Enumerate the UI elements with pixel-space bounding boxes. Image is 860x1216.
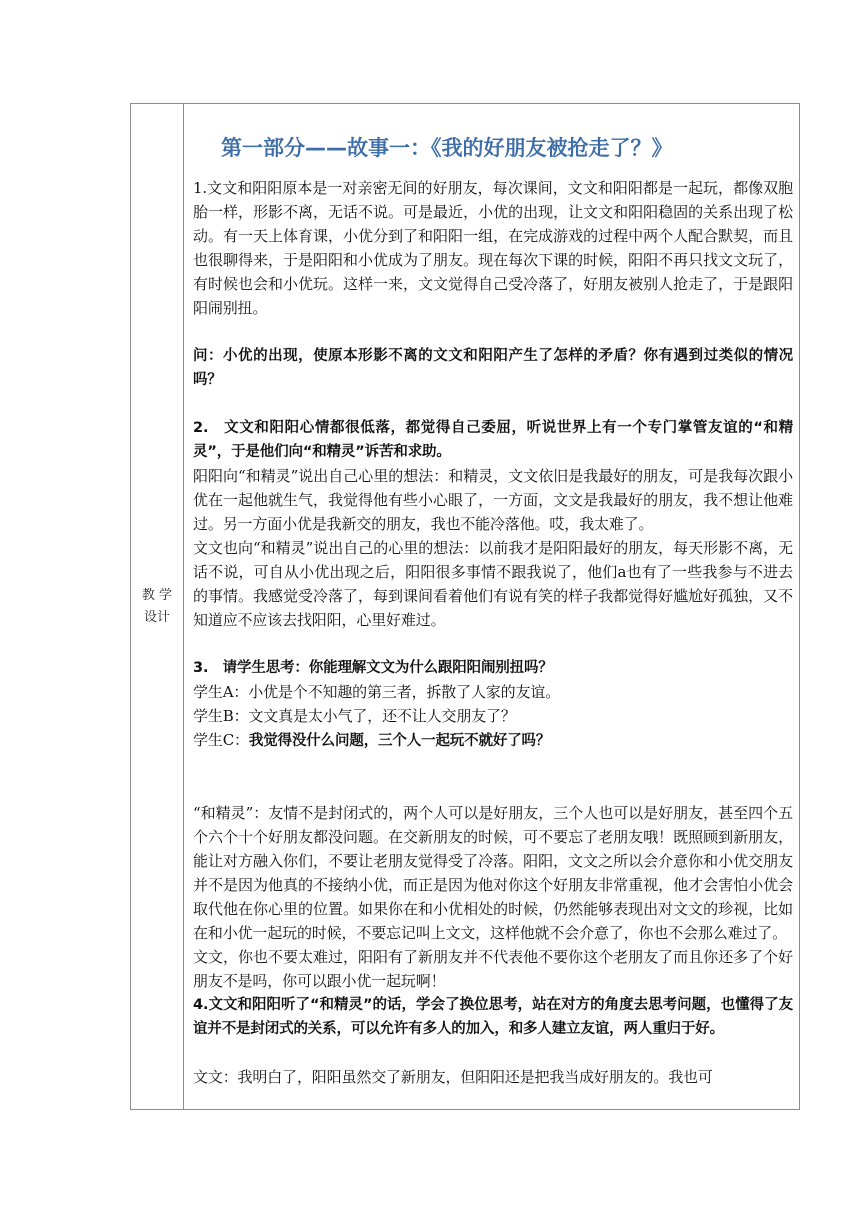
thinking-prompt: 3. 请学生思考：你能理解文文为什么跟阳阳闹别扭吗？ — [193, 660, 553, 676]
student-a-answer: 学生A：小优是个不知趣的第三者，拆散了人家的友谊。 — [193, 683, 561, 701]
question-1: 问：小优的出现，使原本形影不离的文文和阳阳产生了怎样的矛盾？你有遇到过类似的情况吗？ — [193, 348, 793, 388]
wenwen-thoughts: 文文也向“和精灵”说出自己的心里的想法：以前我才是阳阳最好的朋友，每天形影不离，无话不说，可自从小优出现之后，阳阳很多事情不跟我说了，他们a也有了一些我参与不进去的事情。我感觉受冷落了，每到课间看着他们有说有笑的样子我都觉得好尴尬好孤独，又不知道应不应该去找阳阳，心里好难过。 — [193, 539, 793, 629]
section-title: 第一部分——故事一：《我的好朋友被抢走了？》 — [221, 136, 673, 160]
story-paragraph-4: 4.文文和阳阳听了“和精灵”的话，学会了换位思考，站在对方的角度去思考问题，也懂得了友谊并不是封闭式的关系，可以允许有多人的加入，和多人建立友谊，两人重归于好。 — [193, 997, 793, 1037]
story-paragraph-1: 1.文文和阳阳原本是一对亲密无间的好朋友，每次课间，文文和阳阳都是一起玩，都像双胞胎一样，形影不离，无话不说。可是最近，小优的出现，让文文和阳阳稳固的关系出现了松动。有一天上体育课，小优分到了和阳阳一组，在完成游戏的过程中两个人配合默契，而且也很聊得来，于是阳阳和小优成为了朋友。现在每次下课的时候，阳阳不再只找文文玩了，有时候也会和小优玩。这样一来，文文觉得自己受冷落了，好朋友被别人抢走了，于是跟阳阳闹别扭。 — [193, 179, 793, 317]
lesson-table — [130, 103, 800, 1110]
wenwen-final: 文文：我明白了，阳阳虽然交了新朋友，但阳阳还是把我当成好朋友的。我也可 — [193, 1068, 713, 1086]
student-c-answer — [193, 728, 793, 753]
content-cell — [184, 104, 799, 1109]
student-c-prefix: 学生C： — [193, 731, 249, 749]
student-b-answer: 学生B：文文真是太小气了，还不让人交朋友了？ — [193, 707, 516, 725]
section-label: 教 学 设计 — [141, 587, 173, 625]
story-paragraph-2: 2. 文文和阳阳心情都很低落，都觉得自己委屈，听说世界上有一个专门掌管友谊的“和精灵”，于是他们向“和精灵”诉苦和求助。 — [193, 420, 793, 460]
yangyang-thoughts: 阳阳向“和精灵”说出自己心里的想法：和精灵，文文依旧是我最好的朋友，可是我每次跟小优在一起他就生气，我觉得他有些小心眼了，一方面，文文是我最好的朋友，我不想让他难过。另一方面小优是我新交的朋友，我也不能冷落他。哎，我太难了。 — [193, 467, 793, 533]
student-c-text: 我觉得没什么问题，三个人一起玩不就好了吗？ — [248, 733, 551, 749]
spirit-advice-1: “和精灵”：友情不是封闭式的，两个人可以是好朋友，三个人也可以是好朋友，甚至四个五个六个十个好朋友都没问题。在交新朋友的时候，可不要忘了老朋友哦！既照顾到新朋友，能让对方融入你们，不要让老朋友觉得受了冷落。阳阳，文文之所以会介意你和小优交朋友并不是因为他真的不接纳小优，而正是因为他对你这个好朋友非常重视，他才会害怕小优会取代他在你心里的位置。如果你在和小优相处的时候，仍然能够表现出对文文的珍视，比如在和小优一起玩的时候，不要忘记叫上文文，这样他就不会介意了，你也不会那么难过了。 — [193, 804, 793, 942]
label-cell — [131, 104, 184, 1109]
spirit-advice-2: 文文，你也不要太难过，阳阳有了新朋友并不代表他不要你这个老朋友了而且你还多了个好朋友不是吗，你可以跟小优一起玩啊！ — [193, 948, 793, 990]
